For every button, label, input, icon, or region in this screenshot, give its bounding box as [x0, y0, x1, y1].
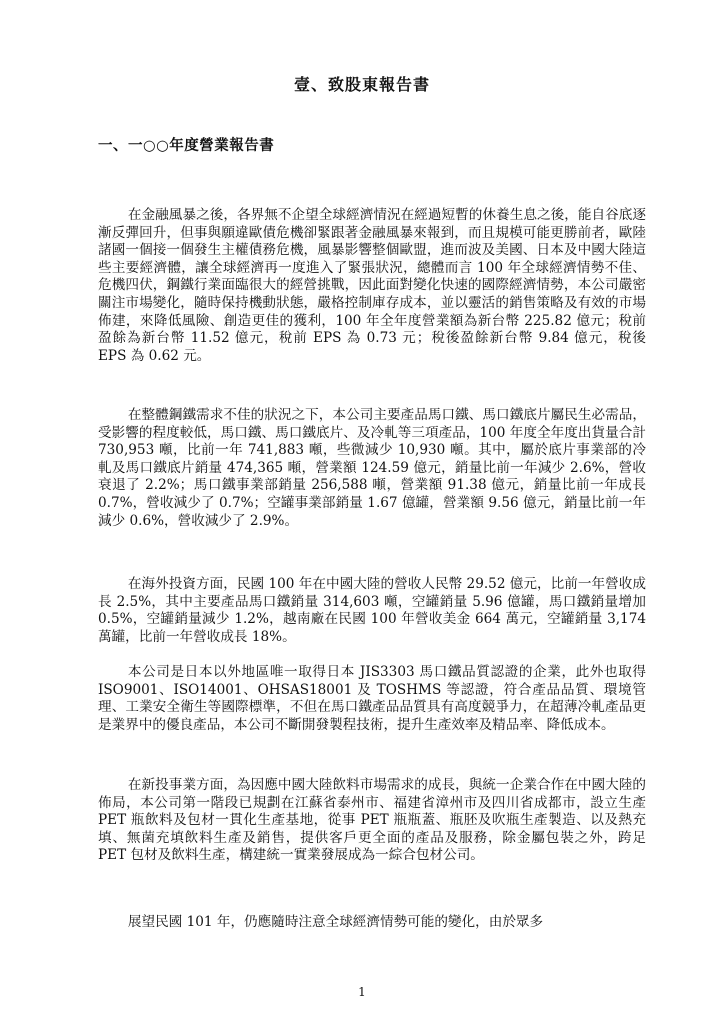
paragraph-financial-overview: 在金融風暴之後，各界無不企望全球經濟情況在經過短暫的休養生息之後，能自谷底逐漸反彈回升，但事與願違歐債危機卻緊跟著金融風暴來報到，而且規模可能更勝前者，歐陸諸國一個接一個發生主權債務危機，風暴影響整個歐盟，進而波及美國、日本及中國大陸這些主要經濟體，讓全球經濟再一度進入了緊張狀況，總體而言 100 年全球經濟情勢不佳、危機四伏，鋼鐵行業面臨很大的經營挑戰，因此面對變化快速的國際經濟情勢，本公司嚴密關注市場變化，隨時保持機動狀態，嚴格控制庫存成本，並以靈活的銷售策略及有效的市場佈建，來降低風險、創造更佳的獲利，100 年全年度營業額為新台幣 225.82 億元；稅前盈餘為新台幣 11.52 億元，稅前 EPS 為 0.73 元；稅後盈餘新台幣 9.84 億元，稅後 EPS 為 0.62 元。	[98, 207, 646, 364]
paragraph-certifications: 本公司是日本以外地區唯一取得日本 JIS3303 馬口鐵品質認證的企業，此外也取得 ISO9001、ISO14001、OHSAS18001 及 TOSHMS 等認證，符合產品品質、環境管理、工業安全衛生等國際標準，不但在馬口鐵產品品質具有高度競爭力，在超薄冷軋產品更是業界中的優良產品，本公司不斷開發製程技術，提升生產效率及精品率、降低成本。	[98, 664, 646, 733]
paragraph-outlook: 展望民國 101 年，仍應隨時注意全球經濟情勢可能的變化，由於眾多	[127, 914, 544, 930]
document-title: 壹、致股東報告書	[293, 75, 430, 94]
paragraph-product-sales: 在整體鋼鐵需求不佳的狀況之下，本公司主要產品馬口鐵、馬口鐵底片屬民生必需品，受影響的程度較低，馬口鐵、馬口鐵底片、及冷軋等三項產品，100 年度全年度出貨量合計 730,953 噸，比前一年 741,883 噸，些微減少 10,930 噸。其中，屬於底片事業部的冷軋及馬口鐵底片銷量 474,365 噸，營業額 124.59 億元，銷量比前一年減少 2.6%，營收衰退了 2.2%；馬口鐵事業部銷量 256,588 噸，營業額 91.38 億元，銷量比前一年成長 0.7%，營收減少了 0.7%；空罐事業部銷量 1.67 億罐，營業額 9.56 億元，銷量比前一年減少 0.6%，營收減少了 2.9%。	[98, 407, 646, 529]
page-number: 1	[358, 985, 366, 999]
paragraph-overseas-investment: 在海外投資方面，民國 100 年在中國大陸的營收人民幣 29.52 億元，比前一年營收成長 2.5%，其中主要產品馬口鐵銷量 314,603 噸，空罐銷量 5.96 億罐，馬口鐵銷量增加 0.5%，空罐銷量減少 1.2%，越南廠在民國 100 年營收美金 664 萬元，空罐銷量 3,174 萬罐，比前一年營收成長 18%。	[98, 576, 646, 645]
section-heading: 一、一○○年度營業報告書	[98, 137, 275, 154]
paragraph-new-business: 在新投事業方面，為因應中國大陸飲料市場需求的成長，與統一企業合作在中國大陸的佈局，本公司第一階段已規劃在江蘇省泰州市、福建省漳州市及四川省成都市，設立生產 PET 瓶飲料及包材一貫化生產基地，從事 PET 瓶瓶蓋、瓶胚及吹瓶生產製造、以及熱充填、無菌充填飲料生產及銷售，提供客戶更全面的產品及服務，除金屬包裝之外，跨足 PET 包材及飲料生產，構建統一實業發展成為一綜合包材公司。	[98, 777, 646, 864]
